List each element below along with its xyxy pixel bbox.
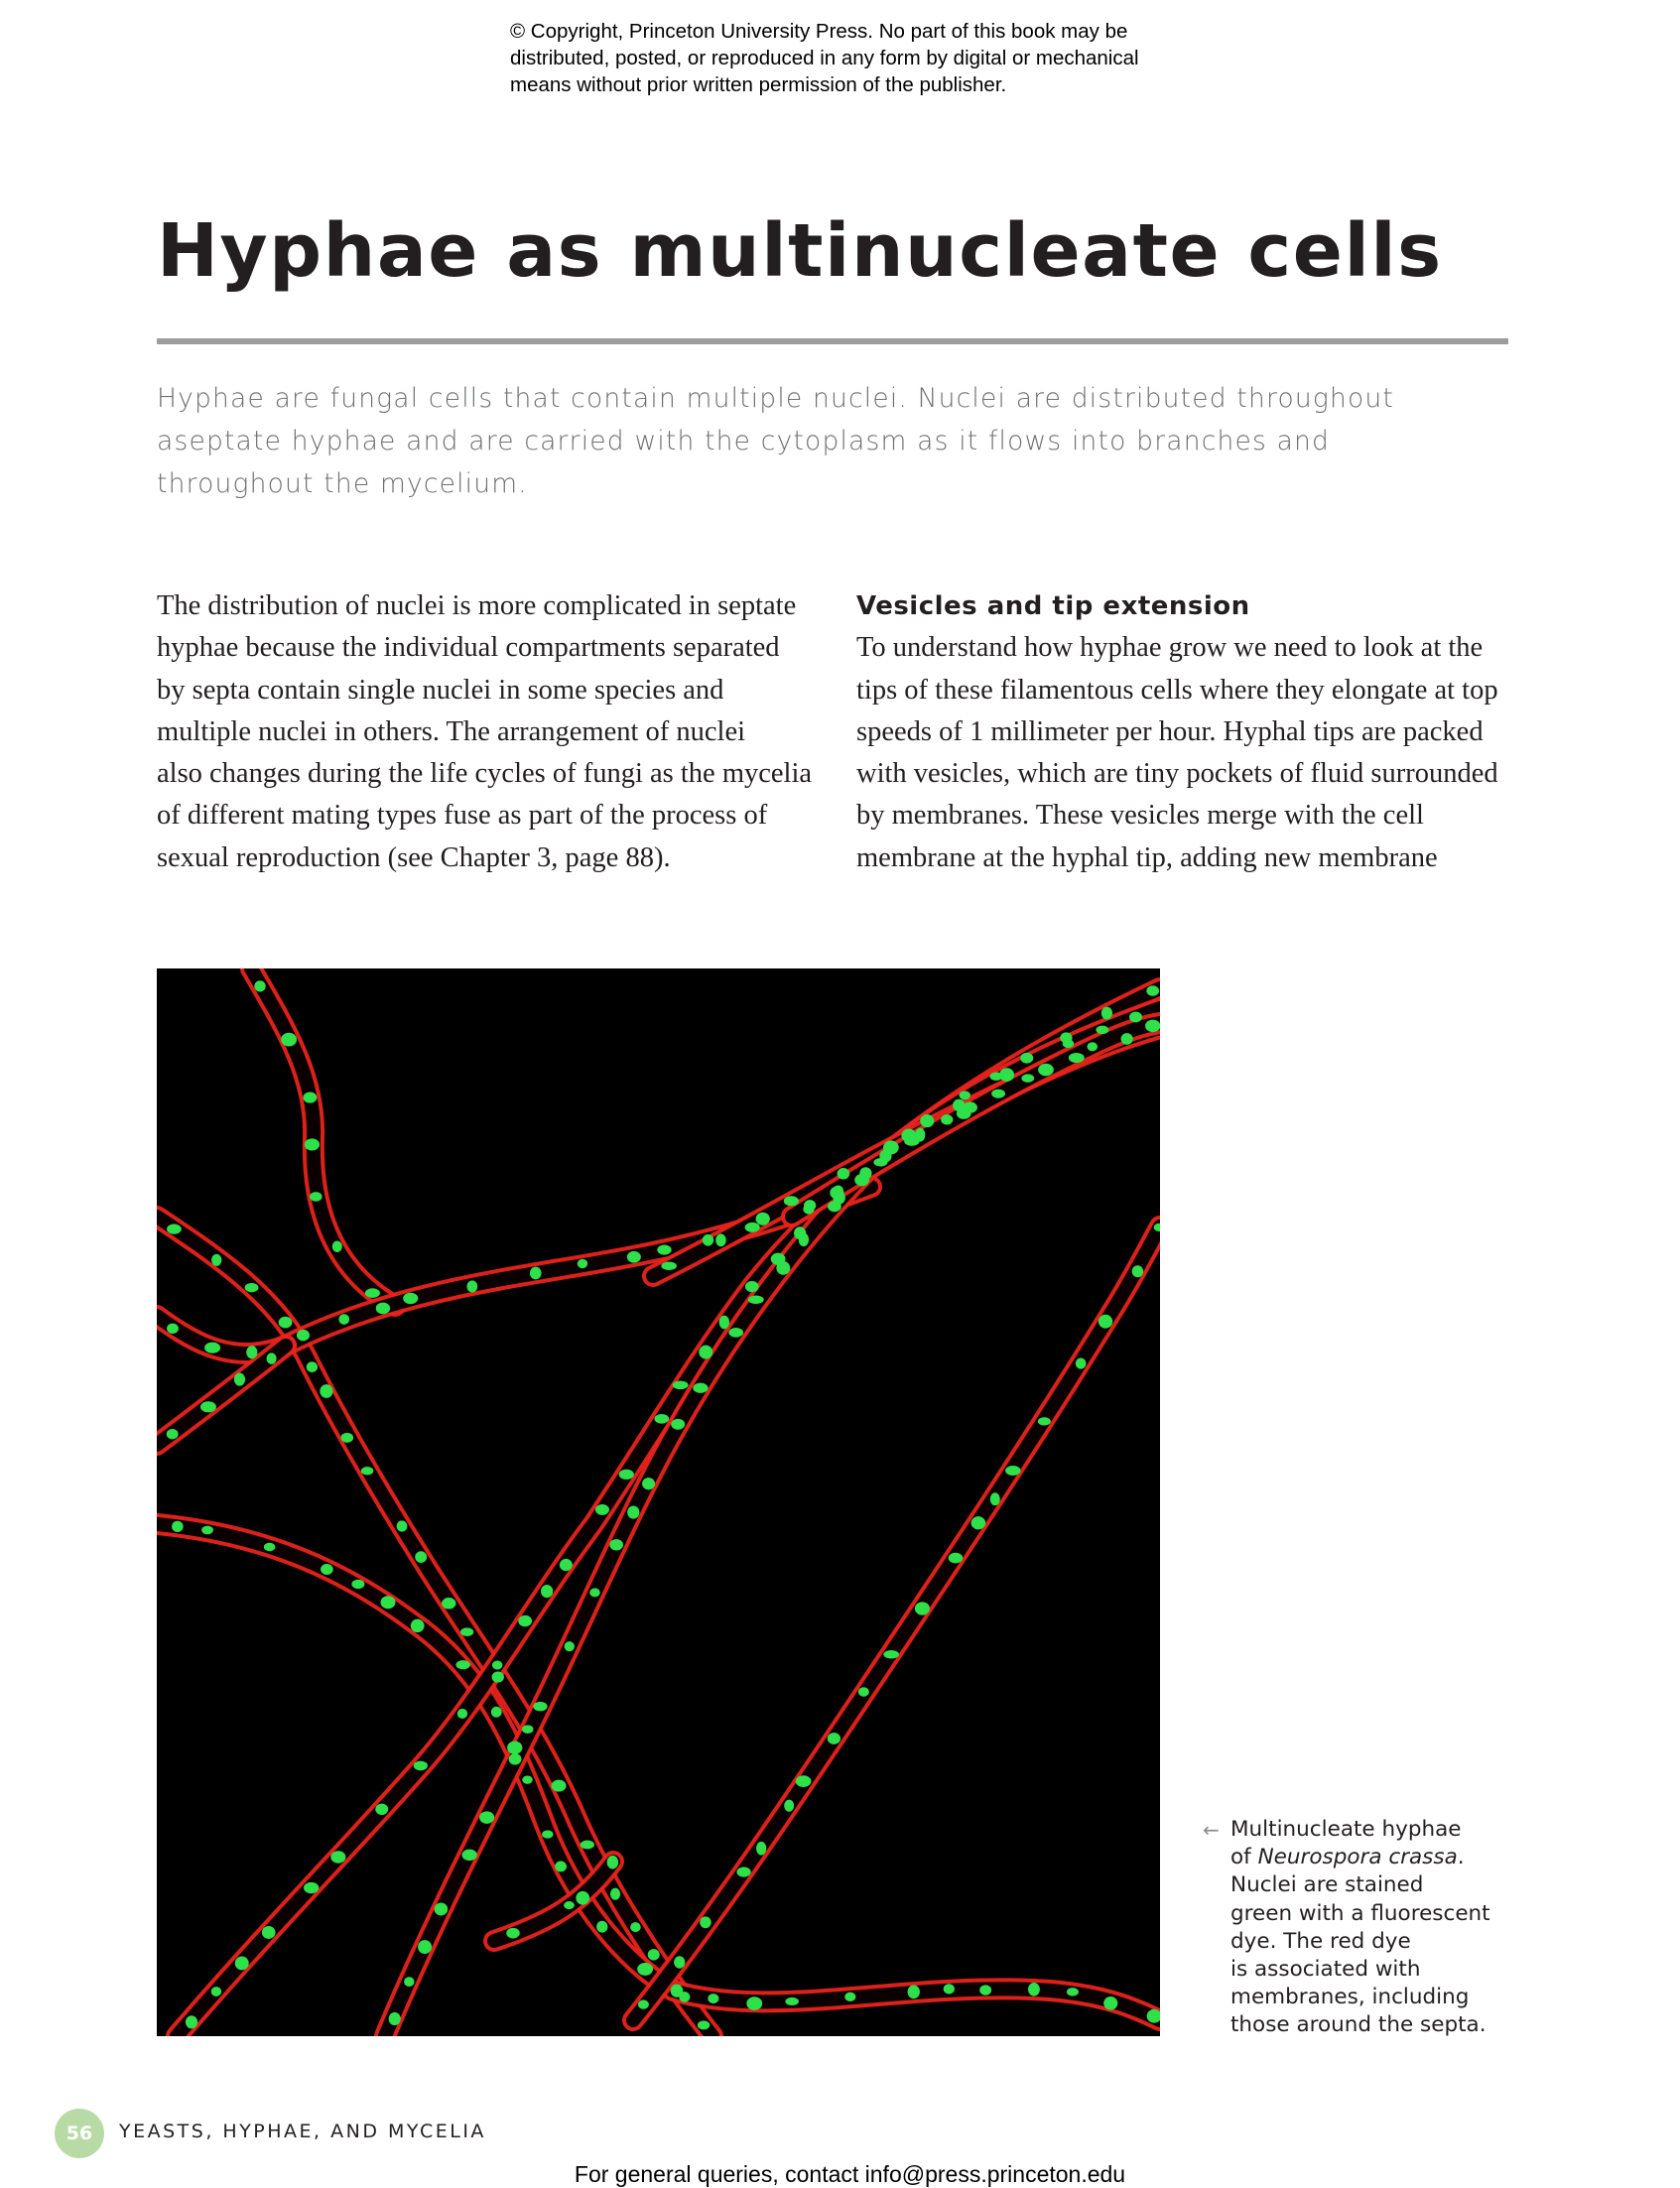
nucleus <box>404 1977 414 1987</box>
nucleus <box>957 1108 971 1119</box>
caption-line <box>1203 1844 1530 1871</box>
nucleus <box>522 1725 534 1734</box>
nucleus <box>589 1588 600 1597</box>
nucleus <box>530 1267 542 1280</box>
nucleus <box>699 1346 712 1359</box>
nucleus <box>648 1949 660 1960</box>
nucleus <box>552 1780 567 1792</box>
nucleus <box>351 1580 364 1589</box>
nucleus <box>332 1240 342 1252</box>
nucleus <box>1020 1053 1033 1064</box>
nucleus <box>776 1261 790 1275</box>
nucleus <box>638 1999 649 2008</box>
nucleus <box>167 1324 179 1334</box>
copyright-notice <box>510 18 1264 98</box>
nucleus <box>435 1902 449 1915</box>
arrow-left-icon: ← <box>1203 1818 1220 1842</box>
caption-text: . <box>1457 1845 1465 1870</box>
nucleus <box>1096 1026 1108 1034</box>
caption-text: of <box>1230 1845 1258 1870</box>
nucleus <box>1145 1020 1160 1032</box>
nucleus <box>607 1856 619 1869</box>
nucleus <box>1069 1053 1085 1063</box>
nucleus <box>630 1922 641 1932</box>
nucleus <box>376 1303 390 1315</box>
body-line: multiple nuclei in others. The arrangement of nuclei <box>157 715 746 747</box>
nucleus <box>756 1842 766 1856</box>
copyright-line: © Copyright, Princeton University Press. No part of this book may be <box>510 20 1128 43</box>
nucleus <box>479 1811 494 1824</box>
nucleus <box>990 1492 1000 1505</box>
nucleus <box>442 1598 455 1609</box>
nucleus <box>756 1213 770 1225</box>
nucleus <box>784 1800 794 1812</box>
nucleus <box>745 1223 760 1232</box>
nucleus <box>627 1505 639 1518</box>
nucleus <box>533 1702 547 1712</box>
nucleus <box>654 1414 669 1424</box>
nucleus <box>619 1470 634 1480</box>
nucleus <box>565 1641 575 1651</box>
nucleus <box>461 1850 476 1861</box>
nucleus <box>746 1996 762 2010</box>
nucleus <box>375 1804 388 1815</box>
nucleus <box>341 1433 354 1443</box>
nucleus <box>971 1516 986 1529</box>
caption-line: dye. The red dye <box>1230 1928 1411 1954</box>
nucleus <box>674 1956 685 1968</box>
body-line: membrane at the hyphal tip, adding new membrane <box>856 841 1438 873</box>
nucleus <box>389 2012 401 2025</box>
nucleus <box>944 1984 955 1994</box>
nucleus <box>915 1602 930 1614</box>
page-title: Hyphae as multinucleate cells <box>157 208 1443 294</box>
body-line: tips of these filamentous cells where they elongate at top <box>856 674 1498 706</box>
nucleus <box>186 2015 197 2028</box>
nucleus <box>595 1504 609 1515</box>
micrograph-image <box>157 968 1160 2036</box>
nucleus <box>883 1650 899 1659</box>
nucleus <box>904 1137 919 1146</box>
nucleus <box>627 1251 641 1263</box>
nucleus <box>844 1993 855 2001</box>
body-line: also changes during the life cycles of fungi as the mycelia <box>157 758 813 790</box>
nucleus <box>297 1330 310 1341</box>
nucleus <box>1067 1988 1079 1995</box>
page-number-badge: 56 <box>55 2109 104 2158</box>
nucleus <box>796 1775 812 1787</box>
nucleus <box>642 1478 655 1489</box>
nucleus <box>610 1888 620 1900</box>
nucleus <box>518 1615 532 1626</box>
nucleus <box>671 1984 684 1996</box>
nucleus <box>883 1140 899 1154</box>
nucleus <box>1087 1042 1098 1051</box>
nucleus <box>564 1901 575 1909</box>
nucleus <box>303 1092 317 1102</box>
body-line: To understand how hyphae grow we need to look at the <box>856 632 1484 664</box>
nucleus <box>1146 985 1159 995</box>
nucleus <box>745 1281 759 1292</box>
nucleus <box>492 1672 504 1683</box>
contact-footer: For general queries, contact info@press.princeton.edu <box>574 2161 1126 2187</box>
nucleus <box>960 1091 970 1099</box>
nucleus <box>671 1419 685 1430</box>
intro-line: throughout the mycelium. <box>157 468 528 499</box>
nucleus <box>673 1381 689 1390</box>
nucleus <box>310 1192 323 1202</box>
nucleus <box>700 1916 711 1928</box>
body-line: with vesicles, which are tiny pockets of fluid surrounded <box>856 758 1498 790</box>
nucleus <box>267 1352 277 1363</box>
nucleus <box>235 1957 249 1971</box>
nucleus <box>1132 1265 1143 1277</box>
body-line: by septa contain single nuclei in some species and <box>157 674 724 706</box>
nucleus <box>828 1201 841 1212</box>
nucleus <box>1076 1357 1087 1368</box>
nucleus <box>414 1761 428 1771</box>
nucleus <box>281 1033 297 1047</box>
nucleus <box>200 1401 216 1412</box>
intro-line: aseptate hyphae and are carried with the cytoplasm as it flows into branches and <box>157 426 1331 456</box>
nucleus <box>609 1539 623 1550</box>
nucleus <box>211 1254 221 1266</box>
body-line: speeds of 1 millimeter per hour. Hyphal tips are packed <box>856 715 1484 747</box>
nucleus <box>693 1383 708 1393</box>
nucleus <box>211 1987 221 1996</box>
caption-line: Multinucleate hyphae <box>1230 1817 1462 1842</box>
nucleus <box>492 1661 503 1670</box>
nucleus <box>637 1963 653 1976</box>
caption-line: membranes, including <box>1230 1985 1470 2010</box>
caption-line: green with a fluorescent <box>1230 1900 1490 1926</box>
nucleus <box>657 1245 671 1255</box>
nucleus <box>506 1928 520 1939</box>
nucleus <box>728 1328 743 1338</box>
nucleus <box>1098 1315 1112 1329</box>
nucleus <box>167 1429 179 1439</box>
nucleus <box>1038 1064 1054 1077</box>
nucleus <box>246 1346 257 1358</box>
body-line: of different mating types fuse as part of the process of <box>157 800 768 832</box>
nucleus <box>167 1224 182 1234</box>
nucleus <box>920 1114 934 1127</box>
nucleus <box>703 1234 713 1246</box>
nucleus <box>305 1138 320 1150</box>
nucleus <box>736 1866 750 1876</box>
nucleus <box>715 1233 726 1246</box>
nucleus <box>698 2020 710 2029</box>
nucleus <box>542 1830 553 1838</box>
caption-line: those around the septa. <box>1230 2012 1486 2038</box>
nucleus <box>330 1851 345 1864</box>
nucleus <box>411 1619 425 1632</box>
nucleus <box>991 1090 1005 1098</box>
body-line: The distribution of nuclei is more complicated in septate <box>157 590 797 621</box>
nucleus <box>397 1520 408 1531</box>
nucleus <box>466 1280 477 1292</box>
nucleus <box>785 1997 799 2005</box>
nucleus <box>941 1114 953 1124</box>
nucleus <box>522 1775 533 1783</box>
nucleus <box>799 1232 809 1246</box>
nucleus <box>1103 1996 1117 2010</box>
hyphae-micrograph <box>157 968 1160 2036</box>
title-divider <box>157 338 1508 344</box>
nucleus <box>804 1200 816 1211</box>
nucleus <box>1021 1074 1034 1082</box>
nucleus <box>661 1262 677 1270</box>
nucleus <box>873 1158 887 1166</box>
nucleus <box>460 1627 473 1636</box>
nucleus <box>1005 1466 1020 1476</box>
nucleus <box>1028 1983 1040 1996</box>
nucleus <box>748 1295 764 1304</box>
left-column-text <box>157 585 832 879</box>
nucleus <box>172 1521 184 1532</box>
nucleus <box>403 1293 418 1304</box>
nucleus <box>541 1585 553 1598</box>
right-column-text <box>856 585 1531 879</box>
nucleus <box>828 1733 840 1744</box>
nucleus <box>854 1174 869 1186</box>
nucleus <box>1038 1417 1051 1425</box>
body-line: sexual reproduction (see Chapter 3, page 88). <box>157 841 671 873</box>
caption-line: Nuclei are stained <box>1230 1872 1424 1898</box>
nucleus <box>578 1259 587 1268</box>
nucleus <box>307 1361 318 1372</box>
running-head: YEASTS, HYPHAE, AND MYCELIA <box>119 2121 486 2142</box>
nucleus <box>418 1940 432 1954</box>
nucleus <box>365 1288 380 1298</box>
nucleus <box>262 1926 276 1939</box>
nucleus <box>321 1564 333 1575</box>
intro-paragraph <box>157 377 1447 505</box>
nucleus <box>999 1068 1014 1082</box>
nucleus <box>304 1882 319 1893</box>
nucleus <box>949 1553 964 1564</box>
nucleus <box>581 1841 594 1850</box>
nucleus <box>455 1660 469 1669</box>
nucleus <box>1121 1033 1133 1045</box>
nucleus <box>1101 1007 1112 1020</box>
nucleus <box>784 1196 799 1206</box>
nucleus <box>338 1314 349 1325</box>
body-line: hyphae because the individual compartments separated <box>157 632 780 664</box>
nucleus <box>908 1986 920 1999</box>
species-name: Neurospora crassa <box>1257 1845 1458 1870</box>
nucleus <box>201 1526 213 1535</box>
nucleus <box>415 1551 427 1563</box>
intro-line: Hyphae are fungal cells that contain multiple nuclei. Nuclei are distributed throughout <box>157 383 1394 414</box>
nucleus <box>596 1921 607 1933</box>
nucleus <box>381 1596 396 1609</box>
nucleus <box>254 980 265 991</box>
nucleus <box>838 1168 850 1179</box>
nucleus <box>204 1343 220 1353</box>
nucleus <box>708 1994 718 2003</box>
nucleus <box>576 1891 589 1905</box>
caption-line: is associated with <box>1230 1957 1421 1983</box>
figure-caption <box>1203 1816 1530 2040</box>
nucleus <box>979 1985 991 1995</box>
nucleus <box>279 1317 293 1329</box>
copyright-line: distributed, posted, or reproduced in any form by digital or mechanical <box>510 47 1139 69</box>
nucleus <box>719 1316 729 1330</box>
nucleus <box>320 1384 332 1398</box>
nucleus <box>457 1709 467 1719</box>
nucleus <box>234 1373 245 1386</box>
nucleus <box>555 1862 567 1872</box>
nucleus <box>491 1707 502 1718</box>
nucleus <box>245 1283 259 1292</box>
nucleus <box>264 1543 276 1551</box>
nucleus <box>1063 1039 1074 1048</box>
nucleus <box>361 1467 374 1475</box>
section-heading: Vesicles and tip extension <box>856 591 1250 621</box>
copyright-line: means without prior written permission of the publisher. <box>510 73 1007 96</box>
nucleus <box>509 1753 522 1764</box>
nucleus <box>1129 1012 1142 1023</box>
body-line: by membranes. These vesicles merge with the cell <box>856 800 1424 832</box>
nucleus <box>507 1741 522 1754</box>
nucleus <box>560 1559 573 1571</box>
nucleus <box>833 1185 842 1194</box>
nucleus <box>858 1687 869 1697</box>
